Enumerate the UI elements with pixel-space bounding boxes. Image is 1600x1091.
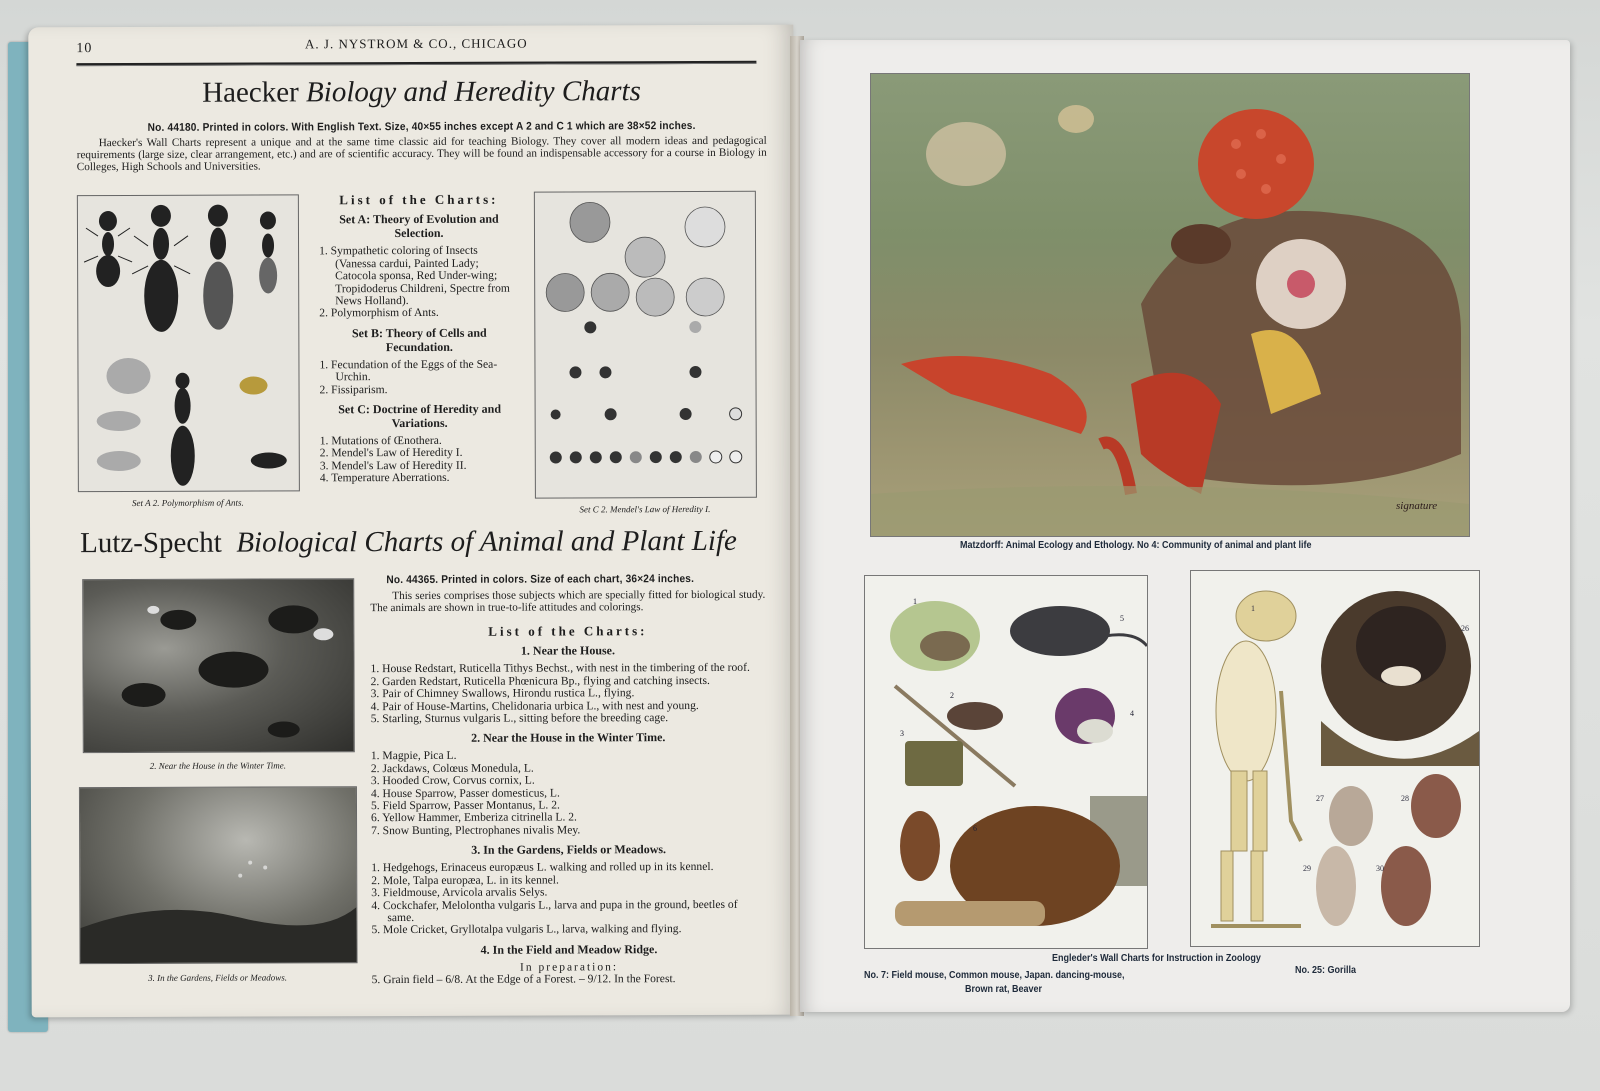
list-item: 1. Sympathetic coloring of Insects (Vanessa cardui, Painted Lady; Catocola sponsa, Red Under-wing; Tropidoderus Childreni, Spectre from News Holland). <box>319 244 510 308</box>
list-item: 5. Field Sparrow, Passer Montanus, L. 2. <box>370 798 560 813</box>
svg-text:26: 26 <box>1461 624 1469 633</box>
header-rule <box>76 61 756 66</box>
running-head <box>76 35 756 57</box>
svg-text:4: 4 <box>1130 709 1134 718</box>
list-item: 4. Pair of House-Martins, Chelidonaria urbica L., with nest and young. <box>370 698 699 713</box>
gorilla-illustration <box>1191 571 1479 946</box>
figure-winter-birds <box>82 578 355 753</box>
figure-caption-gardens: 3. In the Gardens, Fields or Meadows. <box>148 972 288 983</box>
list-item: 2. Polymorphism of Ants. <box>319 306 439 320</box>
plate-caption-rodents: No. 7: Field mouse, Common mouse, Japan. dancing-mouse, <box>864 970 1125 981</box>
list-item: 3. Pair of Chimney Swallows, Hirondu rustica L., flying. <box>370 686 635 701</box>
list-item: 2. Fissiparism. <box>319 382 388 396</box>
group-heading: 3. In the Gardens, Fields or Meadows. <box>471 842 667 858</box>
svg-text:28: 28 <box>1401 794 1409 803</box>
set-c-heading: Set C: Doctrine of Heredity and Variations. <box>338 401 502 431</box>
svg-text:29: 29 <box>1303 864 1311 873</box>
lutz-specht-body <box>370 589 766 987</box>
page-number: 10 <box>76 41 93 57</box>
list-item: 4. House Sparrow, Passer domesticus, L. <box>370 786 560 800</box>
svg-text:1: 1 <box>1251 604 1255 613</box>
haecker-chart-list <box>319 190 520 485</box>
svg-text:27: 27 <box>1316 794 1324 803</box>
artist-signature: signature <box>1396 500 1438 512</box>
left-page <box>28 25 796 1018</box>
list-item: 7. Snow Bunting, Plectrophanes nivalis Mey. <box>371 823 581 838</box>
ants-illustration <box>78 195 299 491</box>
figure-mendels-law <box>534 191 757 499</box>
plate-caption-rodents-cont: Brown rat, Beaver <box>965 984 1043 995</box>
in-preparation-note: In preparation: <box>520 961 619 974</box>
set-a-heading: Set A: Theory of Evolution and Selection. <box>339 212 499 241</box>
lutz-specht-description: This series comprises those subjects which are specially fitted for biological study. The animals are shown in true-to-life attitudes and colorings. <box>370 588 766 615</box>
rodents-beaver-illustration <box>865 576 1147 948</box>
lutz-specht-catalog-line: No. 44365. Printed in colors. Size of each chart, 36×24 inches. <box>386 573 695 587</box>
publisher-heading: A. J. NYSTROM & CO., CHICAGO <box>304 35 528 52</box>
meadow-illustration <box>80 787 357 963</box>
list-heading: List of the Charts: <box>339 191 499 208</box>
figure-caption-ants: Set A 2. Polymorphism of Ants. <box>132 497 244 508</box>
list-item: 2. Jackdaws, Colœus Monedula, L. <box>370 761 534 775</box>
plate-caption-gorilla: No. 25: Gorilla <box>1295 965 1357 976</box>
plate-animal-ecology <box>870 73 1470 537</box>
list-item: 1. Magpie, Pica L. <box>370 749 457 763</box>
plate-rodents-beaver <box>864 575 1148 949</box>
mendel-flower-illustration <box>535 192 756 498</box>
plate-gorilla <box>1190 570 1480 947</box>
svg-text:6: 6 <box>973 824 977 833</box>
haecker-title: Haecker Biology and Heredity Charts <box>202 75 641 109</box>
list-item: 1. Hedgehogs, Erinaceus europæus L. walking and rolled up in its kennel. <box>371 860 714 875</box>
svg-text:2: 2 <box>950 691 954 700</box>
list-item: 1. Fecundation of the Eggs of the Sea-Urchin. <box>319 357 498 384</box>
list-item: 3. Mendel's Law of Heredity II. <box>319 458 467 473</box>
list-item: 6. Yellow Hammer, Emberiza citrinella L. 2. <box>371 810 577 825</box>
list-item: 5. Mole Cricket, Gryllotalpa vulgaris L., larva, walking and flying. <box>371 922 682 937</box>
plate-caption-matzdorff: Matzdorff: Animal Ecology and Ethology. No 4: Community of animal and plant life <box>960 540 1312 551</box>
list-item: 4. Cockchafer, Melolontha vulgaris L., larva and pupa in the ground, beetles of same. <box>371 897 738 924</box>
birds-illustration <box>83 579 354 752</box>
list-item: 4. Temperature Aberrations. <box>319 471 450 485</box>
list-item: 1. Mutations of Œnothera. <box>319 433 442 448</box>
group-heading: 4. In the Field and Meadow Ridge. <box>480 941 658 957</box>
list-item: 5. Grain field – 6/8. At the Edge of a Forest. – 9/12. In the Forest. <box>371 972 676 987</box>
list-item: 3. Fieldmouse, Arvicola arvalis Selys. <box>371 885 548 900</box>
list-item: 5. Starling, Sturnus vulgaris L., sitting before the breeding cage. <box>370 711 669 726</box>
figure-polymorphism-of-ants <box>77 194 300 492</box>
figure-caption-winter: 2. Near the House in the Winter Time. <box>149 760 286 771</box>
list-item: 3. Hooded Crow, Corvus cornix, L. <box>370 773 535 788</box>
list-heading: List of the Charts: <box>488 623 648 639</box>
list-item: 2. Mendel's Law of Heredity I. <box>319 446 463 460</box>
group-heading: 1. Near the House. <box>520 643 616 659</box>
figure-gardens-meadows <box>79 786 358 964</box>
svg-text:3: 3 <box>900 729 904 738</box>
hermit-crab-community-illustration <box>871 74 1469 536</box>
plate-series-caption: Engleder's Wall Charts for Instruction in Zoology <box>1052 953 1261 964</box>
list-item: 2. Garden Redstart, Ruticella Phœnicura Bp., flying and catching insects. <box>370 673 710 688</box>
lutz-specht-title: Lutz-Specht Biological Charts of Animal and Plant Life <box>80 524 737 560</box>
list-item: 2. Mole, Talpa europæa, L. in its kennel. <box>371 873 559 887</box>
svg-text:1: 1 <box>913 597 917 606</box>
svg-text:30: 30 <box>1376 864 1384 873</box>
haecker-description: Haecker's Wall Charts represent a unique and at the same time classic aid for teaching Biology. They cover all modern ideas and pedagogical requirements (large size, clear arrangement, etc.) and are of scientific accuracy. They will be found an indispensable accessory for a course in Biology in Colleges, High Schools and Universities. <box>76 134 767 174</box>
figure-caption-mendel: Set C 2. Mendel's Law of Heredity I. <box>579 503 711 515</box>
list-item: 1. House Redstart, Ruticella Tithys Bechst., with nest in the timbering of the roof. <box>370 661 750 676</box>
svg-text:5: 5 <box>1120 614 1124 623</box>
set-b-heading: Set B: Theory of Cells and Fecundation. <box>351 325 487 354</box>
haecker-catalog-line: No. 44180. Printed in colors. With English Text. Size, 40×55 inches except A 2 and C 1 which are 38×52 inches. <box>147 120 696 134</box>
group-heading: 2. Near the House in the Winter Time. <box>471 730 666 746</box>
right-page <box>800 40 1570 1012</box>
lutz-specht-chart-list <box>370 625 766 987</box>
